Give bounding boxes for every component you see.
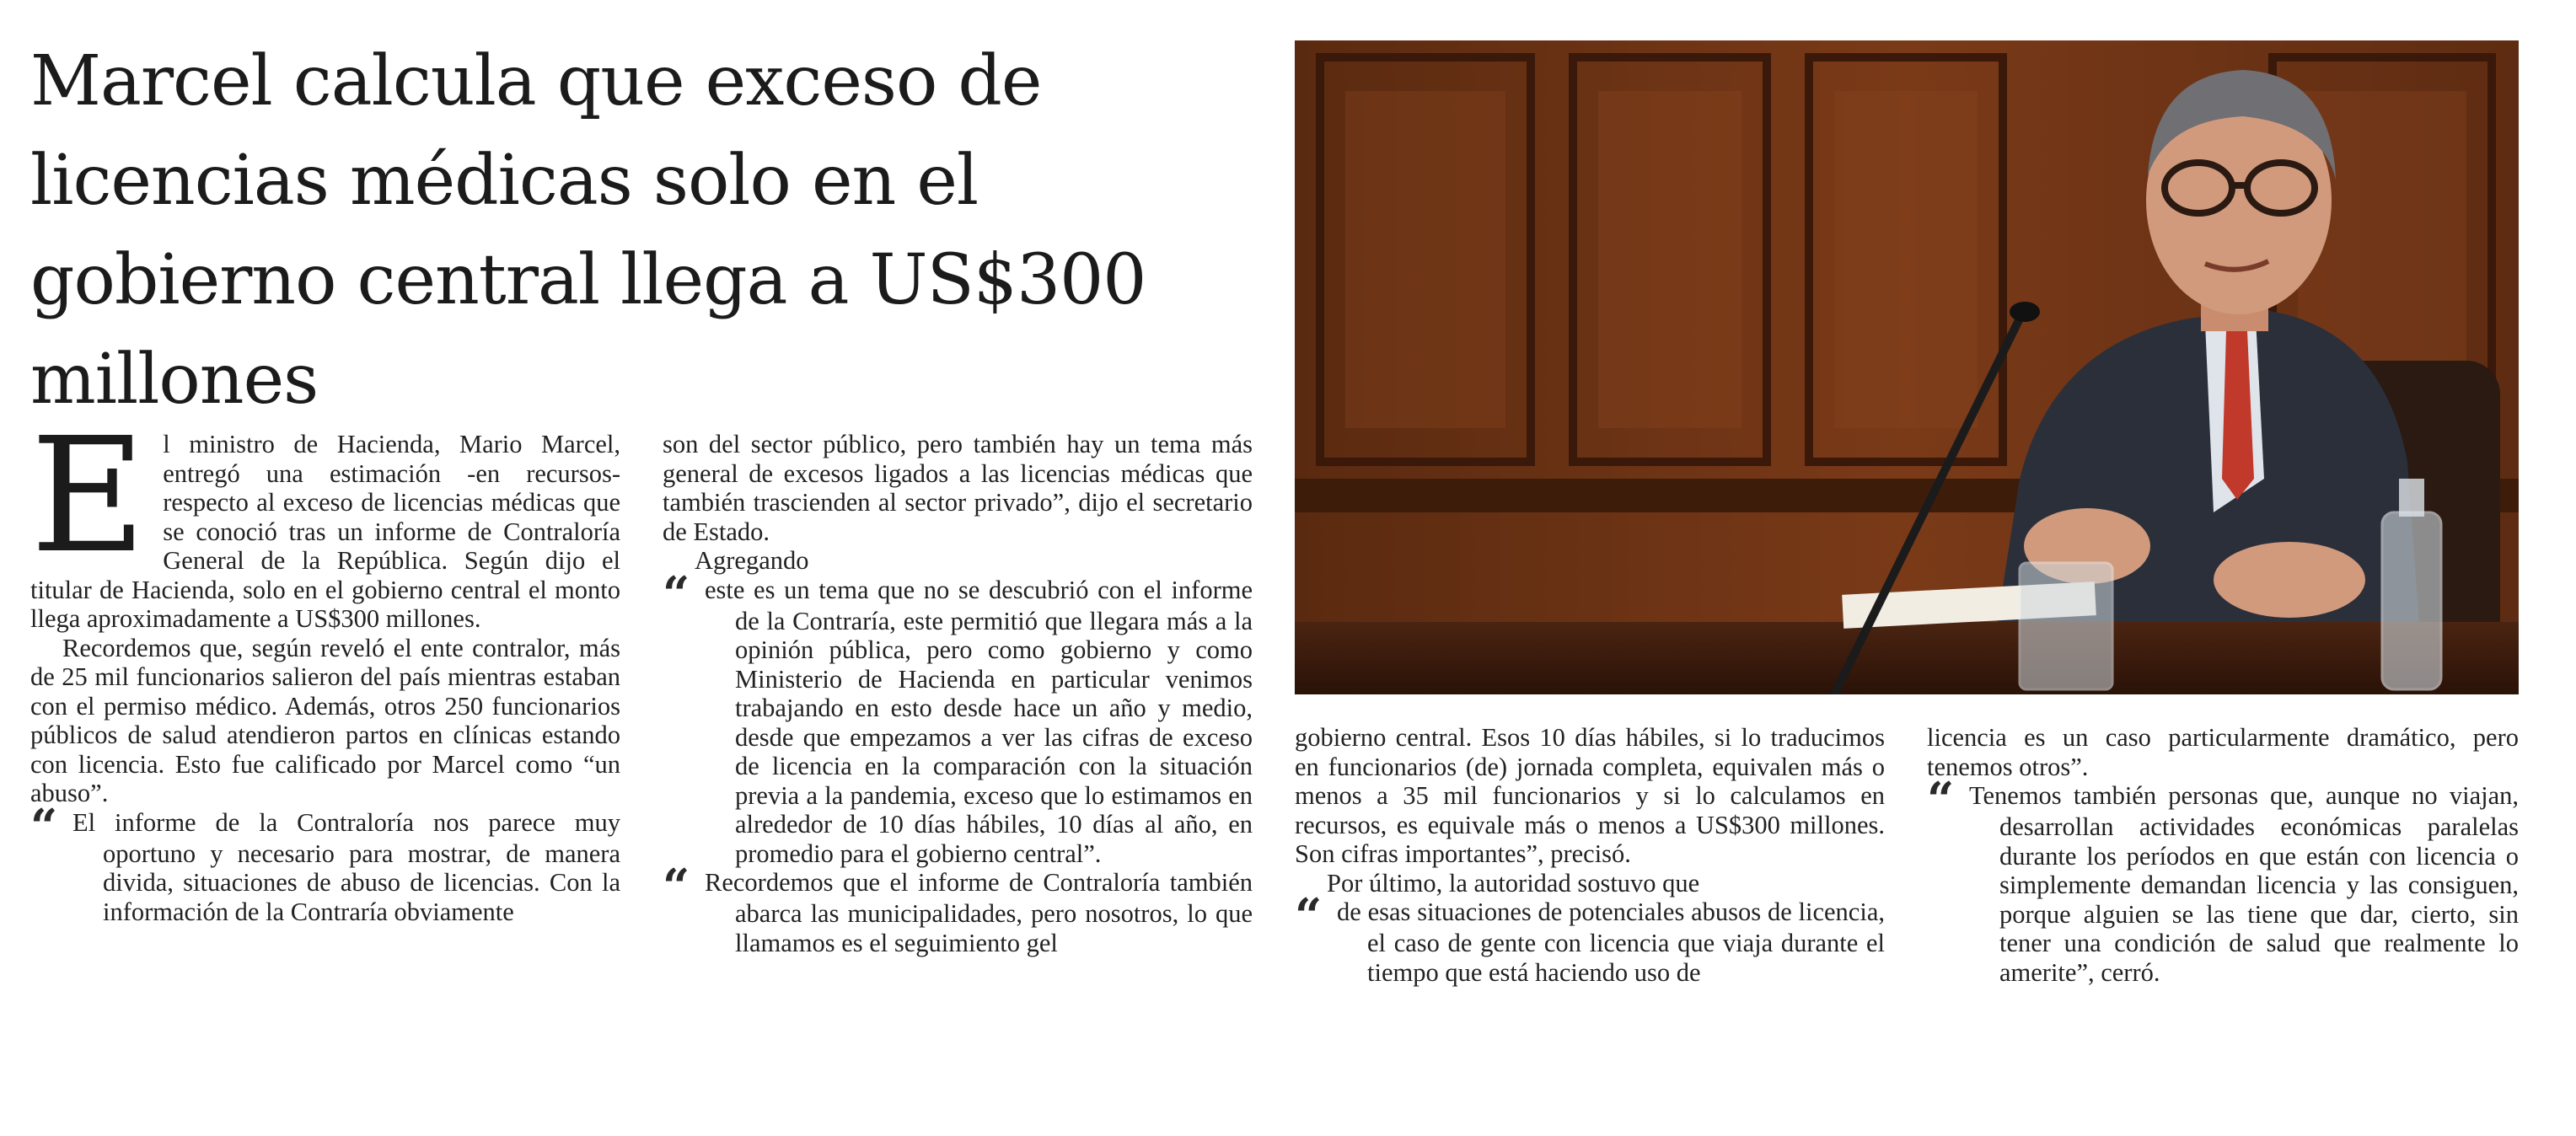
article-photo bbox=[1295, 40, 2519, 694]
article-column-1 bbox=[30, 404, 620, 926]
article-column-4 bbox=[1927, 723, 2519, 987]
headline: Marcel calcula que exceso de licencias médicas solo en el gobierno central llega a US$300 millones bbox=[30, 41, 1146, 420]
quote-mark-icon: “ bbox=[1295, 888, 1323, 944]
quote-paragraph: “ Recordemos que el informe de Contraloría también abarca las municipalidades, pero nosotros, lo que llamamos es el seguimiento gel bbox=[663, 859, 1253, 957]
article-column-2 bbox=[663, 430, 1253, 957]
quote-paragraph: “ este es un tema que no se descubrió con el informe de la Contraría, este permitió que llegara más a la opinión pública, pero como gobierno y como Ministerio de Hacienda en particular venimos trabajando en esto desde hace un año y medio, desde que empezamos a ver las cifras de exceso de licencia en la comparación con la situación previa a la pandemia, exceso que lo estimamos en alrededor de 10 días hábiles, 10 días al año, en promedio para el gobierno central”. bbox=[663, 565, 1253, 868]
paragraph: Recordemos que, según reveló el ente contralor, más de 25 mil funcionarios salieron del país mientras estaban con el permiso médico. Además, otros 250 funcionarios públicos de salud atendieron partos en clínicas estando con licencia. Esto fue calificado por Marcel como “un abuso”. bbox=[30, 633, 620, 807]
quote-paragraph: “ de esas situaciones de potenciales abusos de licencia, el caso de gente con licencia que viaja durante el tiempo que está haciendo uso de bbox=[1295, 888, 1885, 987]
lead-in-line: Agregando bbox=[695, 546, 809, 575]
quote-mark-icon: “ bbox=[30, 798, 58, 855]
paragraph: son del sector público, pero también hay un tema más general de excesos ligados a las licencias médicas que también trascienden al sector privado”, dijo el secretario de Estado. bbox=[663, 430, 1253, 546]
quote-paragraph: “ El informe de la Contraloría nos parece muy oportuno y necesario para mostrar, de manera divida, situaciones de abuso de licencias. Con la información de la Contraría obviamente bbox=[30, 798, 620, 926]
drop-cap: E bbox=[30, 404, 147, 588]
quote-mark-icon: “ bbox=[663, 565, 690, 622]
quote-mark-icon: “ bbox=[663, 859, 690, 914]
paragraph: gobierno central. Esos 10 días hábiles, si lo traducimos en funcionarios (de) jornada completa, equivalen más o menos a 35 mil funcionarios y si lo calculamos en recursos, es equivale más o menos a US$300 millones. Son cifras importantes”, precisó. bbox=[1295, 723, 1885, 868]
paragraph: El ministro de Hacienda, Mario Marcel, entregó una estimación -en recursos- respecto al exceso de licencias médicas que se conoció tras un informe de Contraloría General de la República. Según dijo el titular de Hacienda, solo en el gobierno central el monto llega aproximadamente a US$300 millones. bbox=[30, 404, 620, 633]
quote-mark-icon: “ bbox=[1927, 772, 1955, 828]
paragraph: licencia es un caso particularmente dramático, pero tenemos otros”. bbox=[1927, 723, 2519, 781]
quote-paragraph: “ Tenemos también personas que, aunque no viajan, desarrollan actividades económicas paralelas durante los períodos en que están con licencia o simplemente demandan licencia y las consiguen, porque alguien se las tiene que dar, cierto, sin tener una condición de salud que realmente lo amerite”, cerró. bbox=[1927, 772, 2519, 987]
article-column-3 bbox=[1295, 723, 1885, 987]
lead-in-line: Por último, la autoridad sostuvo que bbox=[1327, 868, 1700, 898]
photo-illustration bbox=[1295, 40, 2519, 694]
